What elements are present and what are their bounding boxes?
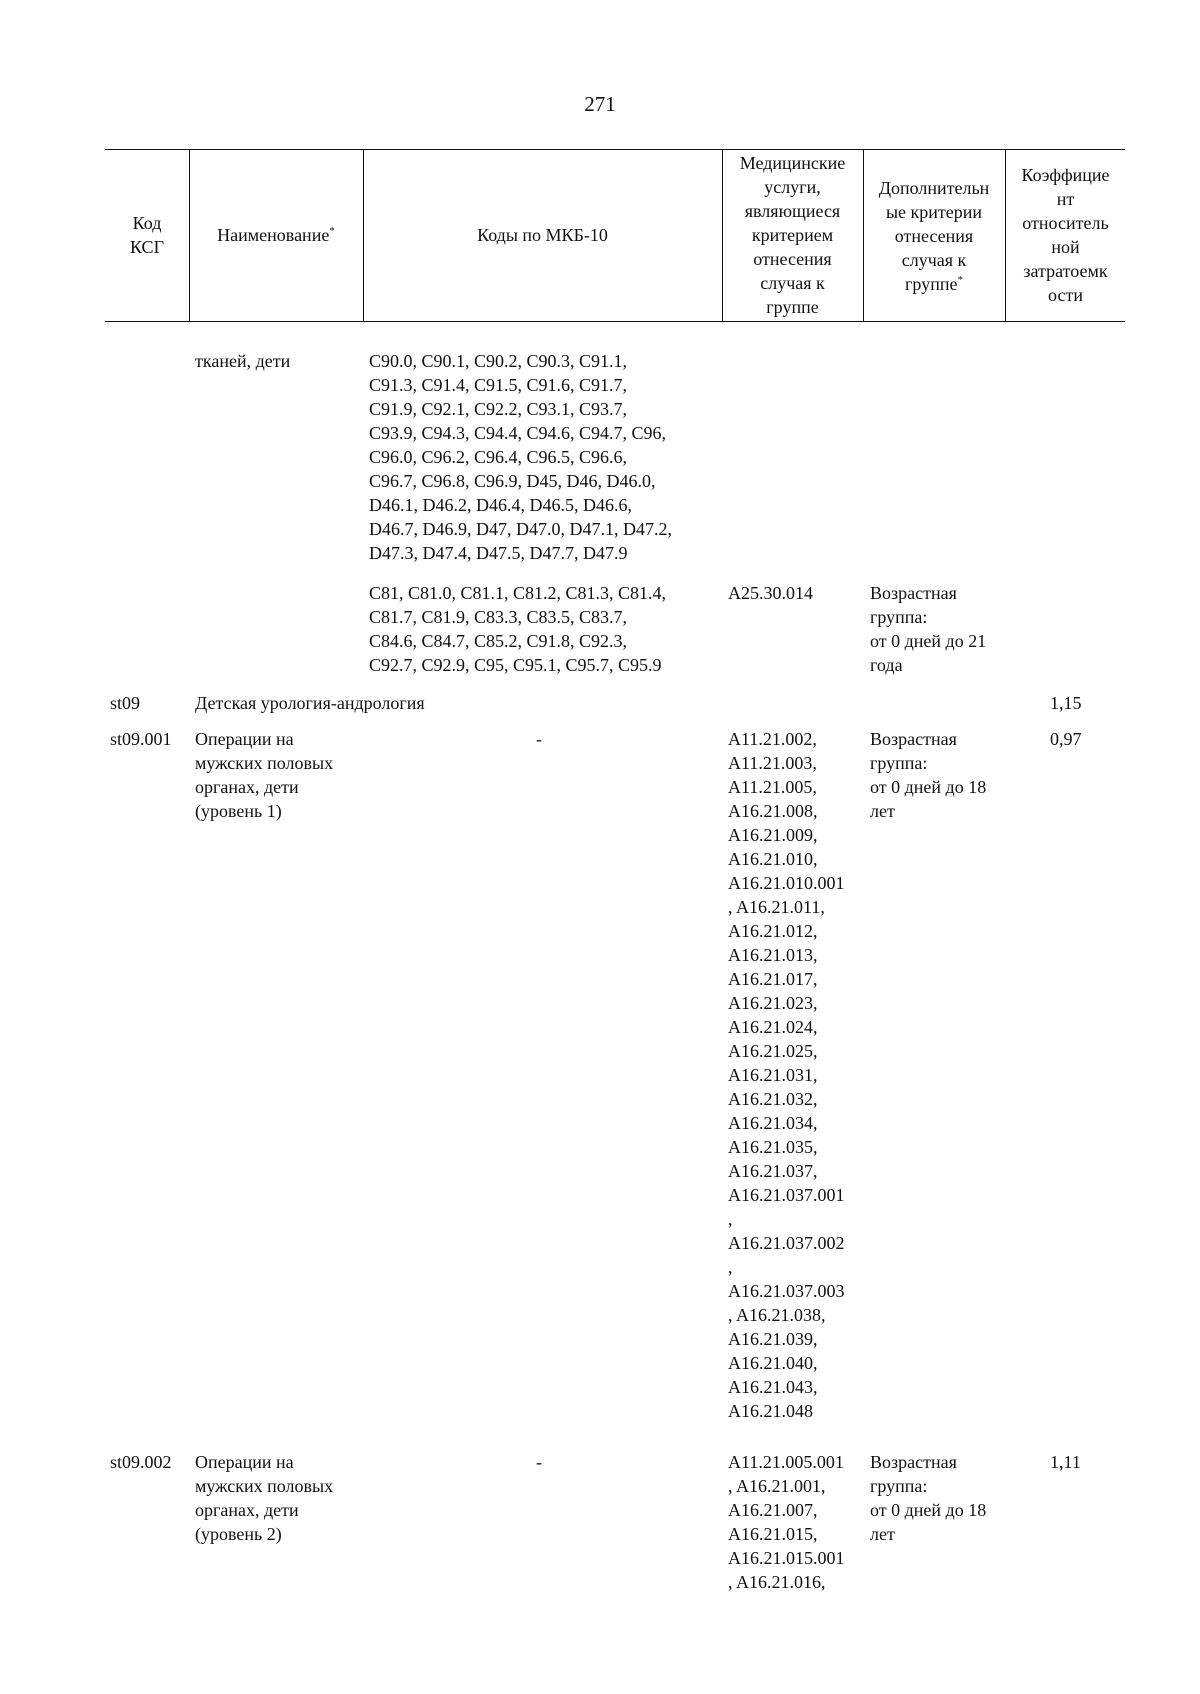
header-icd: Коды по МКБ-10 <box>477 225 608 245</box>
row-services: A11.21.005.001 , A16.21.001, A16.21.007, A16.21.015, A16.21.015.001 , A16.21.016, <box>728 1452 845 1592</box>
row-criteria: Возрастная группа: от 0 дней до 18 лет <box>870 729 987 821</box>
header-services: Медицинские услуги, являющиеся критерием отнесения случая к группе <box>739 153 846 317</box>
page-number: 271 <box>584 92 616 116</box>
row-code: st09 <box>110 693 141 713</box>
row-coef: 0,97 <box>1050 729 1082 749</box>
header-code: Код КСГ <box>130 213 164 257</box>
row-icd: - <box>536 729 542 749</box>
header-name: Наименование* <box>217 225 335 245</box>
row-name: Операции на мужских половых органах, дети (уровень 1) <box>195 729 334 821</box>
row-coef: 1,11 <box>1050 1452 1081 1472</box>
row-name: тканей, дети <box>195 351 291 371</box>
table-top-rule <box>105 149 1125 150</box>
row-name: Операции на мужских половых органах, дети (уровень 2) <box>195 1452 334 1544</box>
row-name: Детская урология-андрология <box>195 693 425 713</box>
row-icd: C90.0, C90.1, C90.2, C90.3, C91.1, C91.3, C91.4, C91.5, C91.6, C91.7, C91.9, C92.1, C92.2, C93.1, C93.7, C93.9, C94.3, C94.4, C94.6, C94.7, C96, C96.0, C96.2, C96.4, C96.5, C96.6, C96.7, C96.8, C96.9, D45, D46, D46.0, D46.1, D46.2, D46.4, D46.5, D46.6, D46.7, D46.9, D47, D47.0, D47.1, D47.2, D47.3, D47.4, D47.5, D47.7, D47.9 <box>369 351 672 563</box>
row-code: st09.002 <box>110 1452 172 1472</box>
table-header-rule <box>105 321 1125 322</box>
row-code: st09.001 <box>110 729 172 749</box>
row-coef: 1,15 <box>1050 693 1082 713</box>
header-coef: Коэффицие нт относитель ной затратоемк ости <box>1021 165 1110 305</box>
row-icd: C81, C81.0, C81.1, C81.2, C81.3, C81.4, C81.7, C81.9, C83.3, C83.5, C83.7, C84.6, C84.7, C85.2, C91.8, C92.3, C92.7, C92.9, C95, C95.1, C95.7, C95.9 <box>369 583 667 675</box>
row-services: A11.21.002, A11.21.003, A11.21.005, A16.21.008, A16.21.009, A16.21.010, A16.21.010.001 , A16.21.011, A16.21.012, A16.21.013, A16.21.017, A16.21.023, A16.21.024, A16.21.025, A16.21.031, A16.21.032, A16.21.034, A16.21.035, A16.21.037, A16.21.037.001 , A16.21.037.002 , A16.21.037.003 , A16.21.038, A16.21.039, A16.21.040, A16.21.043, A16.21.048 <box>728 729 845 1421</box>
row-icd: - <box>536 1452 542 1472</box>
row-criteria: Возрастная группа: от 0 дней до 18 лет <box>870 1452 987 1544</box>
row-criteria: Возрастная группа: от 0 дней до 21 года <box>870 583 987 675</box>
header-criteria: Дополнительн ые критерии отнесения случая к группе* <box>878 178 990 294</box>
row-services: A25.30.014 <box>728 583 813 603</box>
